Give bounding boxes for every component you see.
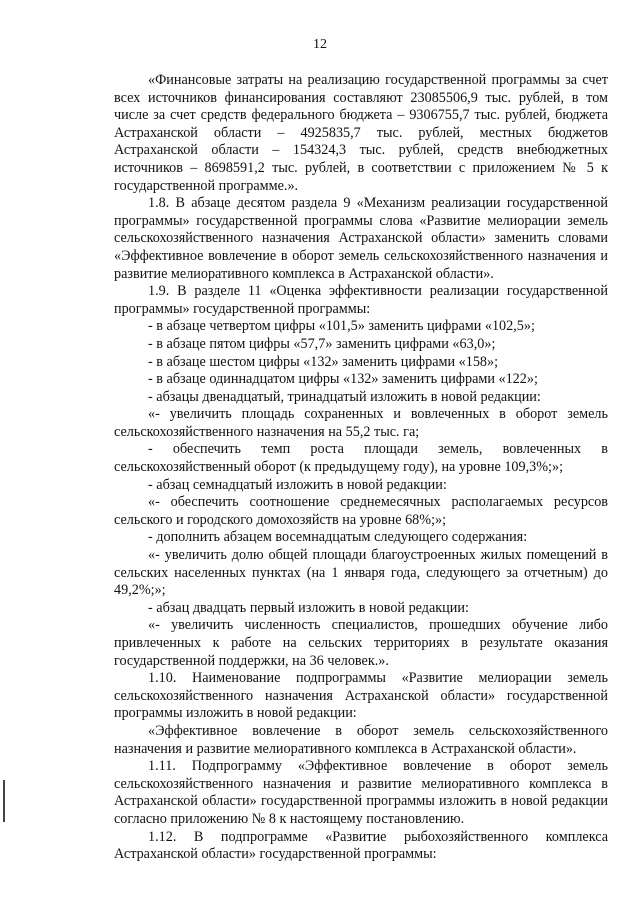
list-item: - дополнить абзацем восемнадцатым следующего содержания: <box>148 529 528 546</box>
list-item: - абзац двадцать первый изложить в новой редакции: <box>148 599 469 616</box>
list-item: - в абзаце четвертом цифры «101,5» заменить цифрами «102,5»; <box>148 318 535 335</box>
paragraph-1-9: 1.9. В разделе 11 «Оценка эффективности реализации государственной программы» государственной программы: <box>114 283 608 317</box>
paragraph-1-12: 1.12. В подпрограмме «Развитие рыбохозяйственного комплекса Астраханской области» государственной программы: <box>114 828 608 863</box>
paragraph-new-title: «Эффективное вовлечение в оборот земель сельскохозяйственного назначения и развитие мелиоративного комплекса в Астраханской области». <box>114 722 608 757</box>
paragraph-financing: «Финансовые затраты на реализацию государственной программы за счет всех источников финансирования составляют 23085506,9 тыс. рублей, в том числе за счет средств федерального бюджета – 9306755,7 тыс. рублей, бюджета Астраханской области – 4925835,7 тыс. рублей, местных бюджетов Астраханской области – 154324,3 тыс. рублей, средств внебюджетных источников – 8698591,2 тыс. рублей, в соответствии с приложением № 5 к государственной программе.». <box>114 72 608 194</box>
scan-margin-mark <box>3 780 5 822</box>
paragraph-1-11: 1.11. Подпрограмму «Эффективное вовлечение в оборот земель сельскохозяйственного назначения и развитие мелиоративного комплекса в Астраханской области» государственной программы изложить в новой редакции согласно приложению № 8 к настоящему постановлению. <box>114 758 608 827</box>
list-item: «- увеличить численность специалистов, прошедших обучение либо привлеченных к работе на сельских территориях в результате оказания государственной поддержки, на 36 человек.». <box>114 617 608 669</box>
list-item: - в абзаце одиннадцатом цифры «132» заменить цифрами «122»; <box>148 371 538 388</box>
list-item: - в абзаце шестом цифры «132» заменить цифрами «158»; <box>148 353 499 370</box>
page-number: 12 <box>313 37 327 52</box>
list-item: - абзац семнадцатый изложить в новой редакции: <box>148 476 447 493</box>
paragraph-1-10: 1.10. Наименование подпрограммы «Развитие мелиорации земель сельскохозяйственного назначения Астраханской области» государственной программы изложить в новой редакции: <box>114 670 608 722</box>
paragraph-1-8: 1.8. В абзаце десятом раздела 9 «Механизм реализации государственной программы» государственной программы слова «Развитие мелиорации земель сельскохозяйственного назначения Астраханской области» заменить словами «Эффективное вовлечение в оборот земель сельскохозяйственного назначения и развитие мелиоративного комплекса в Астраханской области». <box>114 195 608 282</box>
list-item: «- увеличить площадь сохраненных и вовлеченных в оборот земель сельскохозяйственного назначения на 55,2 тыс. га; <box>114 406 608 440</box>
list-item: «- увеличить долю общей площади благоустроенных жилых помещений в сельских населенных пунктах (на 1 января года, следующего за отчетным) до 49,2%;»; <box>114 547 608 599</box>
list-item: - обеспечить темп роста площади земель, вовлеченных в сельскохозяйственный оборот (к предыдущему году), на уровне 109,3%;»; <box>114 441 608 476</box>
list-item: «- обеспечить соотношение среднемесячных располагаемых ресурсов сельского и городского домохозяйств на уровне 68%;»; <box>114 494 608 528</box>
document-body <box>114 72 608 864</box>
list-item: - в абзаце пятом цифры «57,7» заменить цифрами «63,0»; <box>148 335 496 352</box>
list-item: - абзацы двенадцатый, тринадцатый изложить в новой редакции: <box>148 388 541 405</box>
